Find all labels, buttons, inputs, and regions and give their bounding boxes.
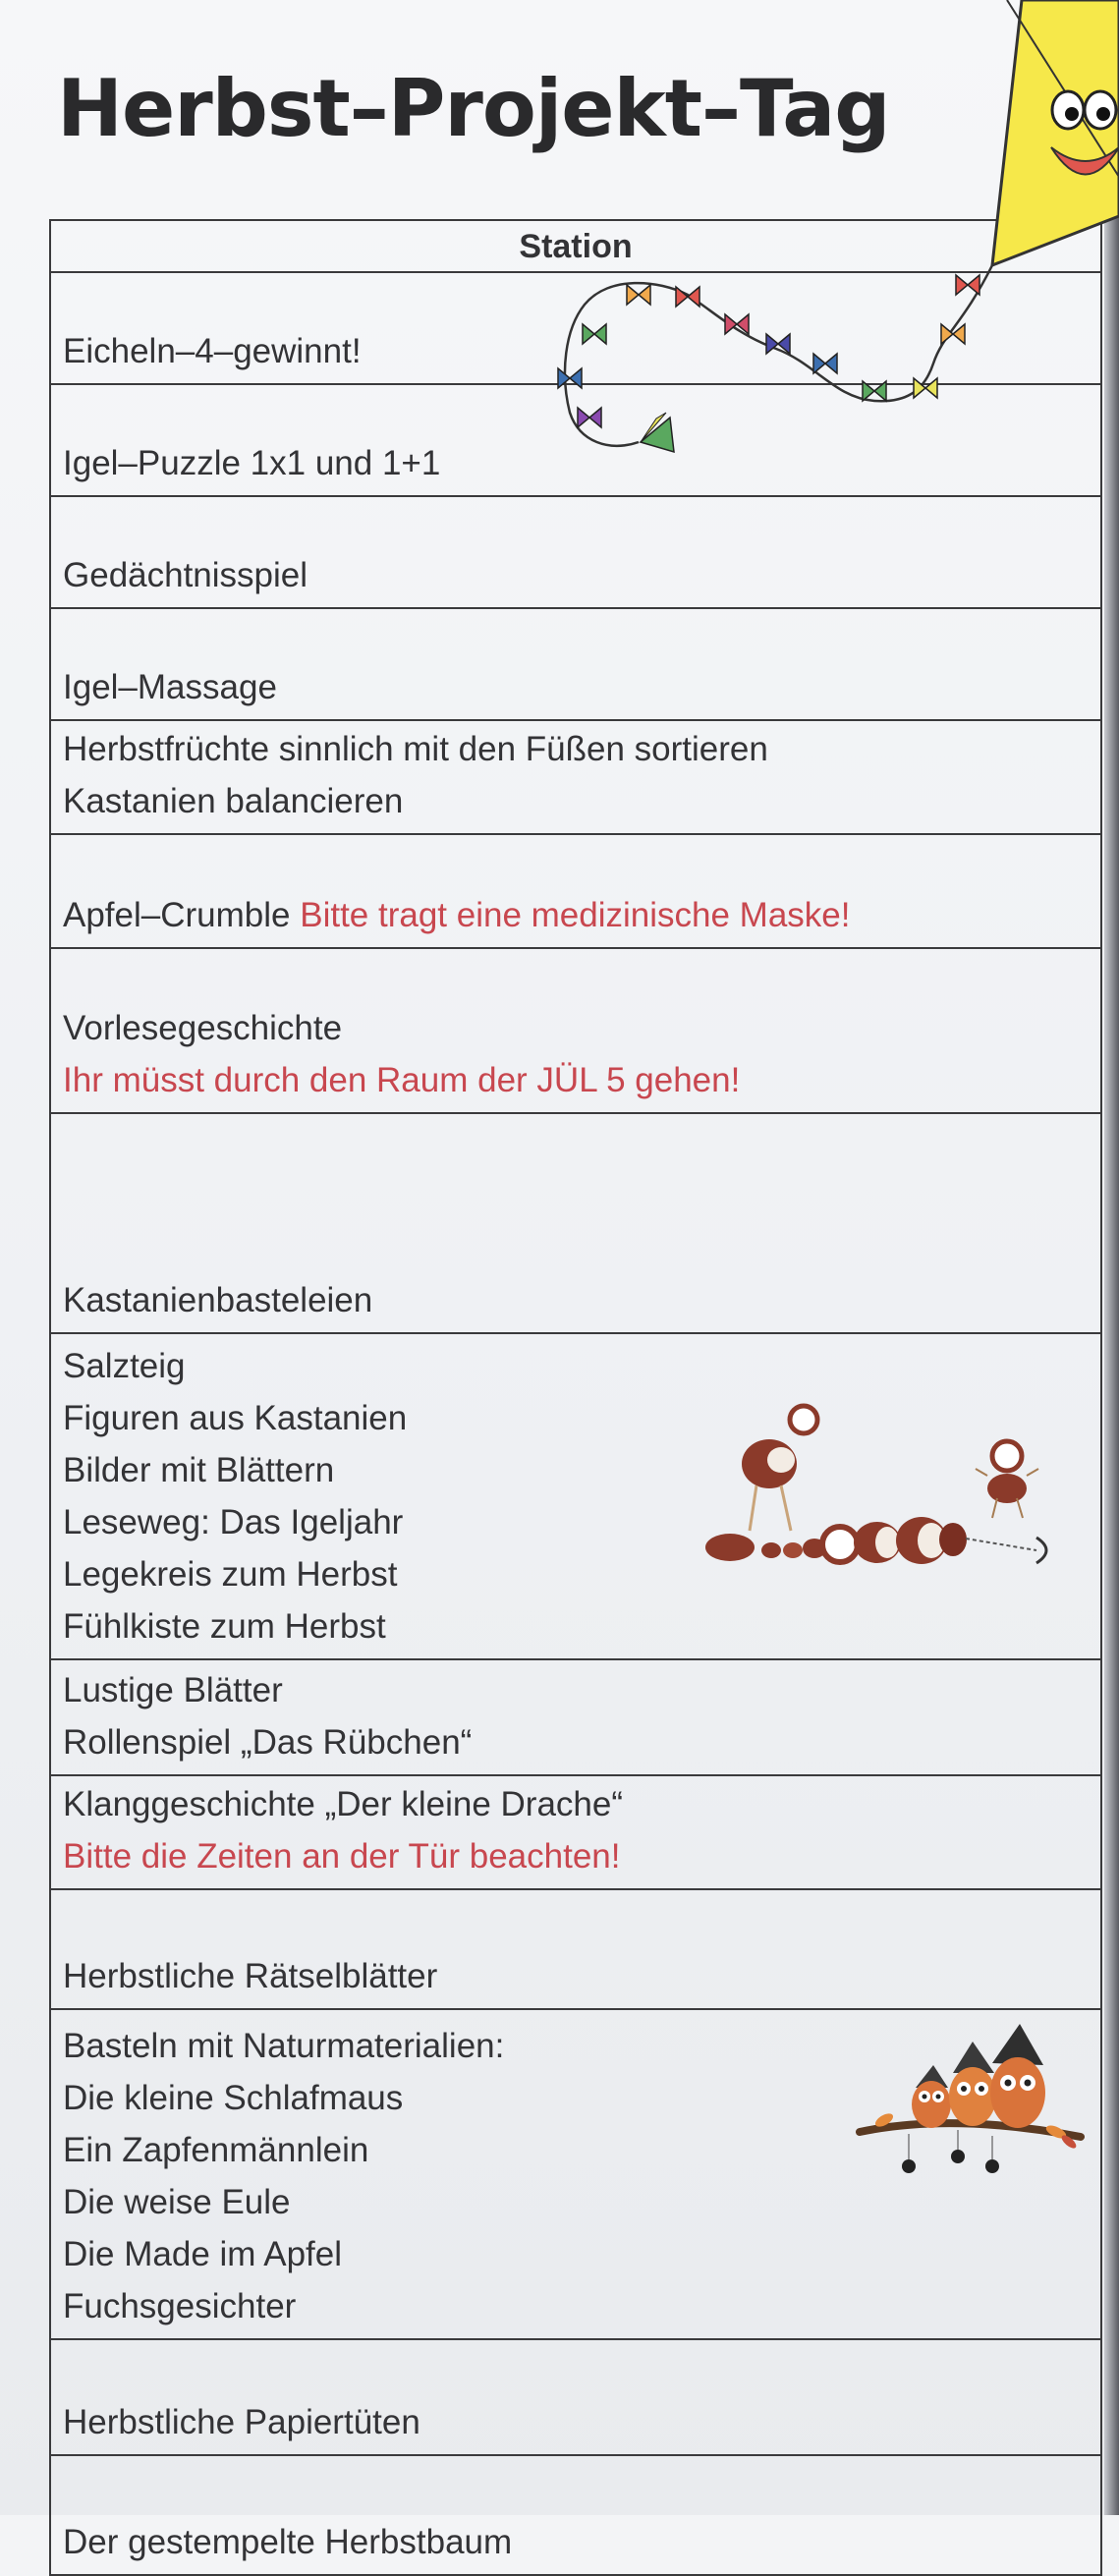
table-row (50, 608, 1101, 720)
station-cell (50, 608, 1101, 720)
station-note: Bitte tragt eine medizinische Maske! (300, 896, 851, 934)
station-line (63, 1274, 1089, 1326)
station-text: Figuren aus Kastanien (63, 1399, 408, 1437)
station-line (63, 723, 1089, 775)
station-text: Die kleine Schlafmaus (63, 2079, 404, 2117)
station-text: Fühlkiste zum Herbst (63, 1607, 386, 1646)
station-text: Gedächtnisspiel (63, 556, 308, 594)
station-text: Klanggeschichte „Der kleine Drache“ (63, 1785, 623, 1823)
station-line (63, 2280, 1089, 2332)
table-row (50, 1775, 1101, 1889)
station-line (63, 1600, 1089, 1652)
station-line (63, 1716, 1089, 1768)
station-text: Ein Zapfenmännlein (63, 2131, 369, 2169)
station-text: Herbstliche Papiertüten (63, 2403, 420, 2441)
station-line (63, 1340, 1089, 1392)
station-text: Lustige Blätter (63, 1671, 283, 1709)
station-text: Kastanien balancieren (63, 782, 404, 820)
station-cell (50, 1889, 1101, 2009)
station-text: Rollenspiel „Das Rübchen“ (63, 1723, 473, 1762)
station-cell (50, 948, 1101, 1113)
station-note: Ihr müsst durch den Raum der JÜL 5 gehen! (63, 1061, 741, 1099)
station-text: Kastanienbasteleien (63, 1281, 373, 1319)
station-line (63, 2228, 1089, 2280)
table-row (50, 496, 1101, 608)
table-row (50, 1113, 1101, 1333)
station-text: Herbstfrüchte sinnlich mit den Füßen sortieren (63, 730, 768, 768)
chestnut-figures-icon (702, 1395, 1086, 1582)
station-line (63, 1778, 1089, 1830)
station-line (63, 2396, 1089, 2448)
station-text: Die Made im Apfel (63, 2235, 343, 2273)
station-line (63, 2516, 1089, 2568)
station-cell (50, 2455, 1101, 2575)
table-row (50, 2339, 1101, 2455)
table-row (50, 1889, 1101, 2009)
station-cell (50, 834, 1101, 948)
station-text: Vorlesegeschichte (63, 1009, 343, 1047)
station-text: Herbstliche Rätselblätter (63, 1957, 438, 1995)
station-cell (50, 720, 1101, 834)
station-line (63, 889, 1089, 941)
station-line (63, 1830, 1089, 1882)
kite-icon (550, 0, 1119, 462)
table-row (50, 834, 1101, 948)
station-line (63, 549, 1089, 601)
station-cell (50, 496, 1101, 608)
page-title: Herbst–Projekt–Tag (57, 63, 890, 154)
station-text: Eicheln–4–gewinnt! (63, 332, 362, 370)
station-line (63, 1002, 1089, 1054)
station-text: Der gestempelte Herbstbaum (63, 2523, 513, 2561)
table-row (50, 948, 1101, 1113)
station-text: Bilder mit Blättern (63, 1451, 335, 1489)
station-cell (50, 1113, 1101, 1333)
station-note: Bitte die Zeiten an der Tür beachten! (63, 1837, 621, 1876)
station-text: Igel–Massage (63, 668, 277, 706)
table-row (50, 2455, 1101, 2575)
station-line (63, 1054, 1089, 1106)
station-text: Igel–Puzzle 1x1 und 1+1 (63, 444, 441, 482)
station-line (63, 775, 1089, 827)
column-header-station: Station (50, 220, 1101, 272)
station-cell (50, 1775, 1101, 1889)
station-text: Basteln mit Naturmaterialien: (63, 2027, 505, 2065)
station-text: Apfel–Crumble (63, 896, 301, 934)
station-line (63, 661, 1089, 713)
station-text: Salzteig (63, 1347, 186, 1385)
table-row (50, 720, 1101, 834)
table-row (50, 1659, 1101, 1775)
station-text: Fuchsgesichter (63, 2287, 297, 2325)
station-text: Die weise Eule (63, 2183, 291, 2221)
station-text: Legekreis zum Herbst (63, 1555, 398, 1594)
owls-on-branch-icon (855, 1994, 1091, 2191)
station-cell (50, 2339, 1101, 2455)
station-text: Leseweg: Das Igeljahr (63, 1503, 404, 1541)
station-line (63, 1664, 1089, 1716)
station-cell (50, 1659, 1101, 1775)
